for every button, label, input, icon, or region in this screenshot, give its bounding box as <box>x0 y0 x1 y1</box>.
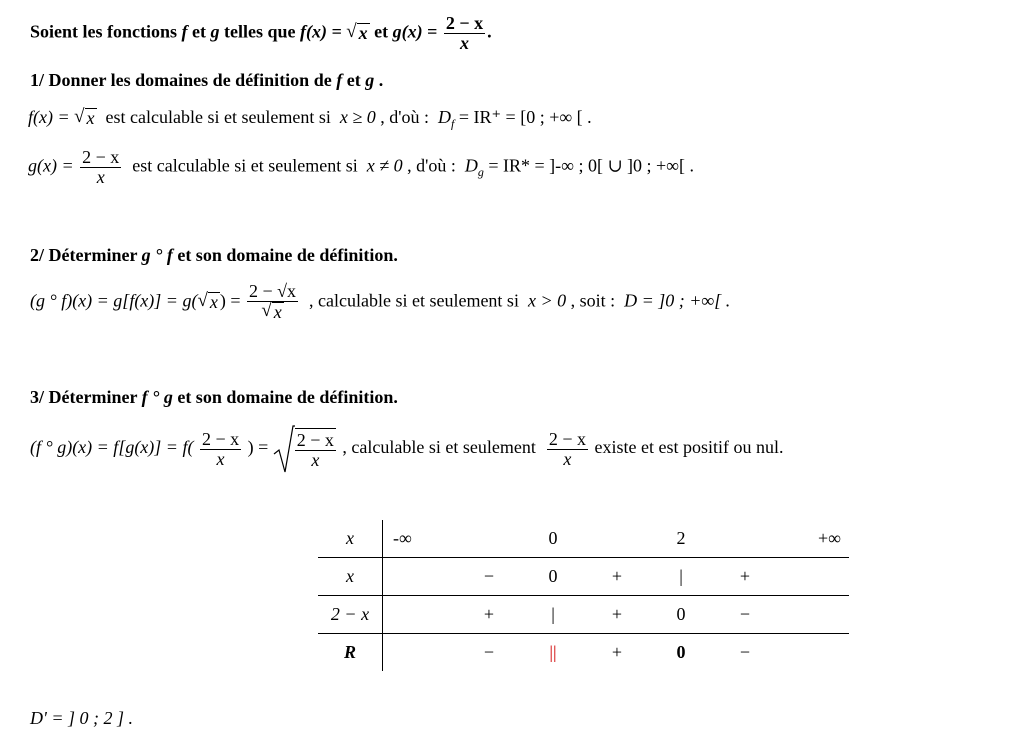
q1-title: 1/ Donner les domaines de définition de <box>30 70 332 90</box>
l4-text: , calculable si et seulement <box>342 437 536 458</box>
l1-fx: f(x) = <box>28 107 70 127</box>
l2-dou: , d'où : <box>407 155 456 176</box>
intro-et: et <box>192 21 206 42</box>
l2-domain: = IR* = ]-∞ ; 0[ ∪ ]0 ; +∞[ . <box>488 155 695 176</box>
conclusion <box>30 708 133 729</box>
l4-fraction-1: $\frac{2 - x}{x}$ <box>201 428 240 469</box>
header-x: x <box>318 520 383 558</box>
q1-et: et <box>346 70 361 90</box>
q2-comp: g ° f <box>141 245 173 265</box>
q1-dot: . <box>378 70 384 90</box>
l3-domain: D = ]0 ; +∞[ . <box>624 290 731 311</box>
radical-icon <box>273 424 295 474</box>
l2-gx: g(x) = <box>28 155 74 176</box>
l4-lhs: (f ° g)(x) = f[g(x)] = f( <box>30 437 194 458</box>
q2-title: 2/ Déterminer <box>30 245 138 265</box>
intro-et2: et <box>374 21 389 42</box>
l1-domain: = IR⁺ = [0 ; +∞ [ . <box>458 107 592 127</box>
l2-text: est calculable si et seulement si <box>132 155 358 176</box>
row-label-x: x <box>318 558 383 596</box>
l2-dg-sub: g <box>477 165 484 180</box>
gof-line <box>30 282 730 323</box>
l3-text: , calculable si et seulement si <box>309 290 519 311</box>
l4-fraction-2: $\frac{2 - x}{x}$ <box>548 428 586 469</box>
big-sqrt: $\frac{2 - x}{x}$ <box>273 424 338 474</box>
q1-f: f <box>336 70 343 90</box>
header-minus-inf: -∞ <box>383 520 458 558</box>
intro-gx: g(x) <box>392 21 423 42</box>
table-row: 2 − x + | + 0 − <box>318 596 849 634</box>
q1-g: g <box>365 70 375 90</box>
l1-cond: x ≥ 0 <box>339 107 376 127</box>
intro-telles: telles que <box>224 21 296 42</box>
header-plus-inf: +∞ <box>777 520 849 558</box>
sqrt-symbol: √ x <box>197 290 218 313</box>
f-domain-line <box>28 107 592 132</box>
header-zero: 0 <box>521 520 585 558</box>
l3-lhs: (g ° f)(x) = g[f(x)] = g( <box>30 290 198 311</box>
intro-f: f <box>181 21 188 42</box>
question-2 <box>30 245 398 266</box>
q3-title: 3/ Déterminer <box>30 387 138 407</box>
table-row: x − 0 + | + <box>318 558 849 596</box>
l1-df-sub: f <box>451 116 455 131</box>
l4-text2: existe et est positif ou nul. <box>594 437 784 458</box>
l2-dg: D <box>464 155 478 176</box>
question-3 <box>30 387 398 408</box>
l4-mid: ) = <box>247 437 269 458</box>
conclusion-text: D' = ] 0 ; 2 ] . <box>30 708 133 728</box>
q3-comp: f ° g <box>141 387 173 407</box>
l3-rhs: ) = <box>219 290 241 311</box>
sqrt-symbol: √ x <box>74 106 95 129</box>
row-label-2-minus-x: 2 − x <box>318 596 383 634</box>
fog-line <box>30 424 783 474</box>
q2-rest: et son domaine de définition. <box>177 245 398 265</box>
l2-fraction: $\frac{2 - x}{x}$ <box>82 147 120 187</box>
l3-soit: , soit : <box>570 290 616 311</box>
intro-eq: = <box>427 21 438 42</box>
l3-cond: x > 0 <box>527 290 567 311</box>
forbidden-value-mark: || <box>549 642 557 662</box>
header-two: 2 <box>649 520 713 558</box>
l3-fraction: 2 − √x √ x <box>248 281 297 323</box>
intro-fraction: $\frac{2 - x}{x}$ <box>445 13 484 53</box>
l2-cond: x ≠ 0 <box>366 155 403 176</box>
question-1 <box>30 70 383 91</box>
intro-lead: Soient les fonctions <box>30 21 178 42</box>
l1-dou: , d'où : <box>380 107 430 127</box>
l1-text: est calculable si et seulement si <box>105 107 331 127</box>
table-header-row <box>318 520 849 558</box>
sign-table <box>318 520 849 671</box>
intro-g: g <box>210 21 220 42</box>
intro-fx: f(x) = <box>300 21 342 42</box>
q3-rest: et son domaine de définition. <box>177 387 398 407</box>
sqrt-symbol: √ x <box>346 20 368 43</box>
g-domain-line <box>28 148 694 187</box>
l1-df: D <box>438 107 452 127</box>
table-row: R − || + 0 − <box>318 634 849 672</box>
intro-line: Soient les fonctions f et g telles que f(x) = √ x et g(x) = $\frac{2 - x}{x}$ . <box>30 13 492 53</box>
row-label-r: R <box>318 634 383 672</box>
